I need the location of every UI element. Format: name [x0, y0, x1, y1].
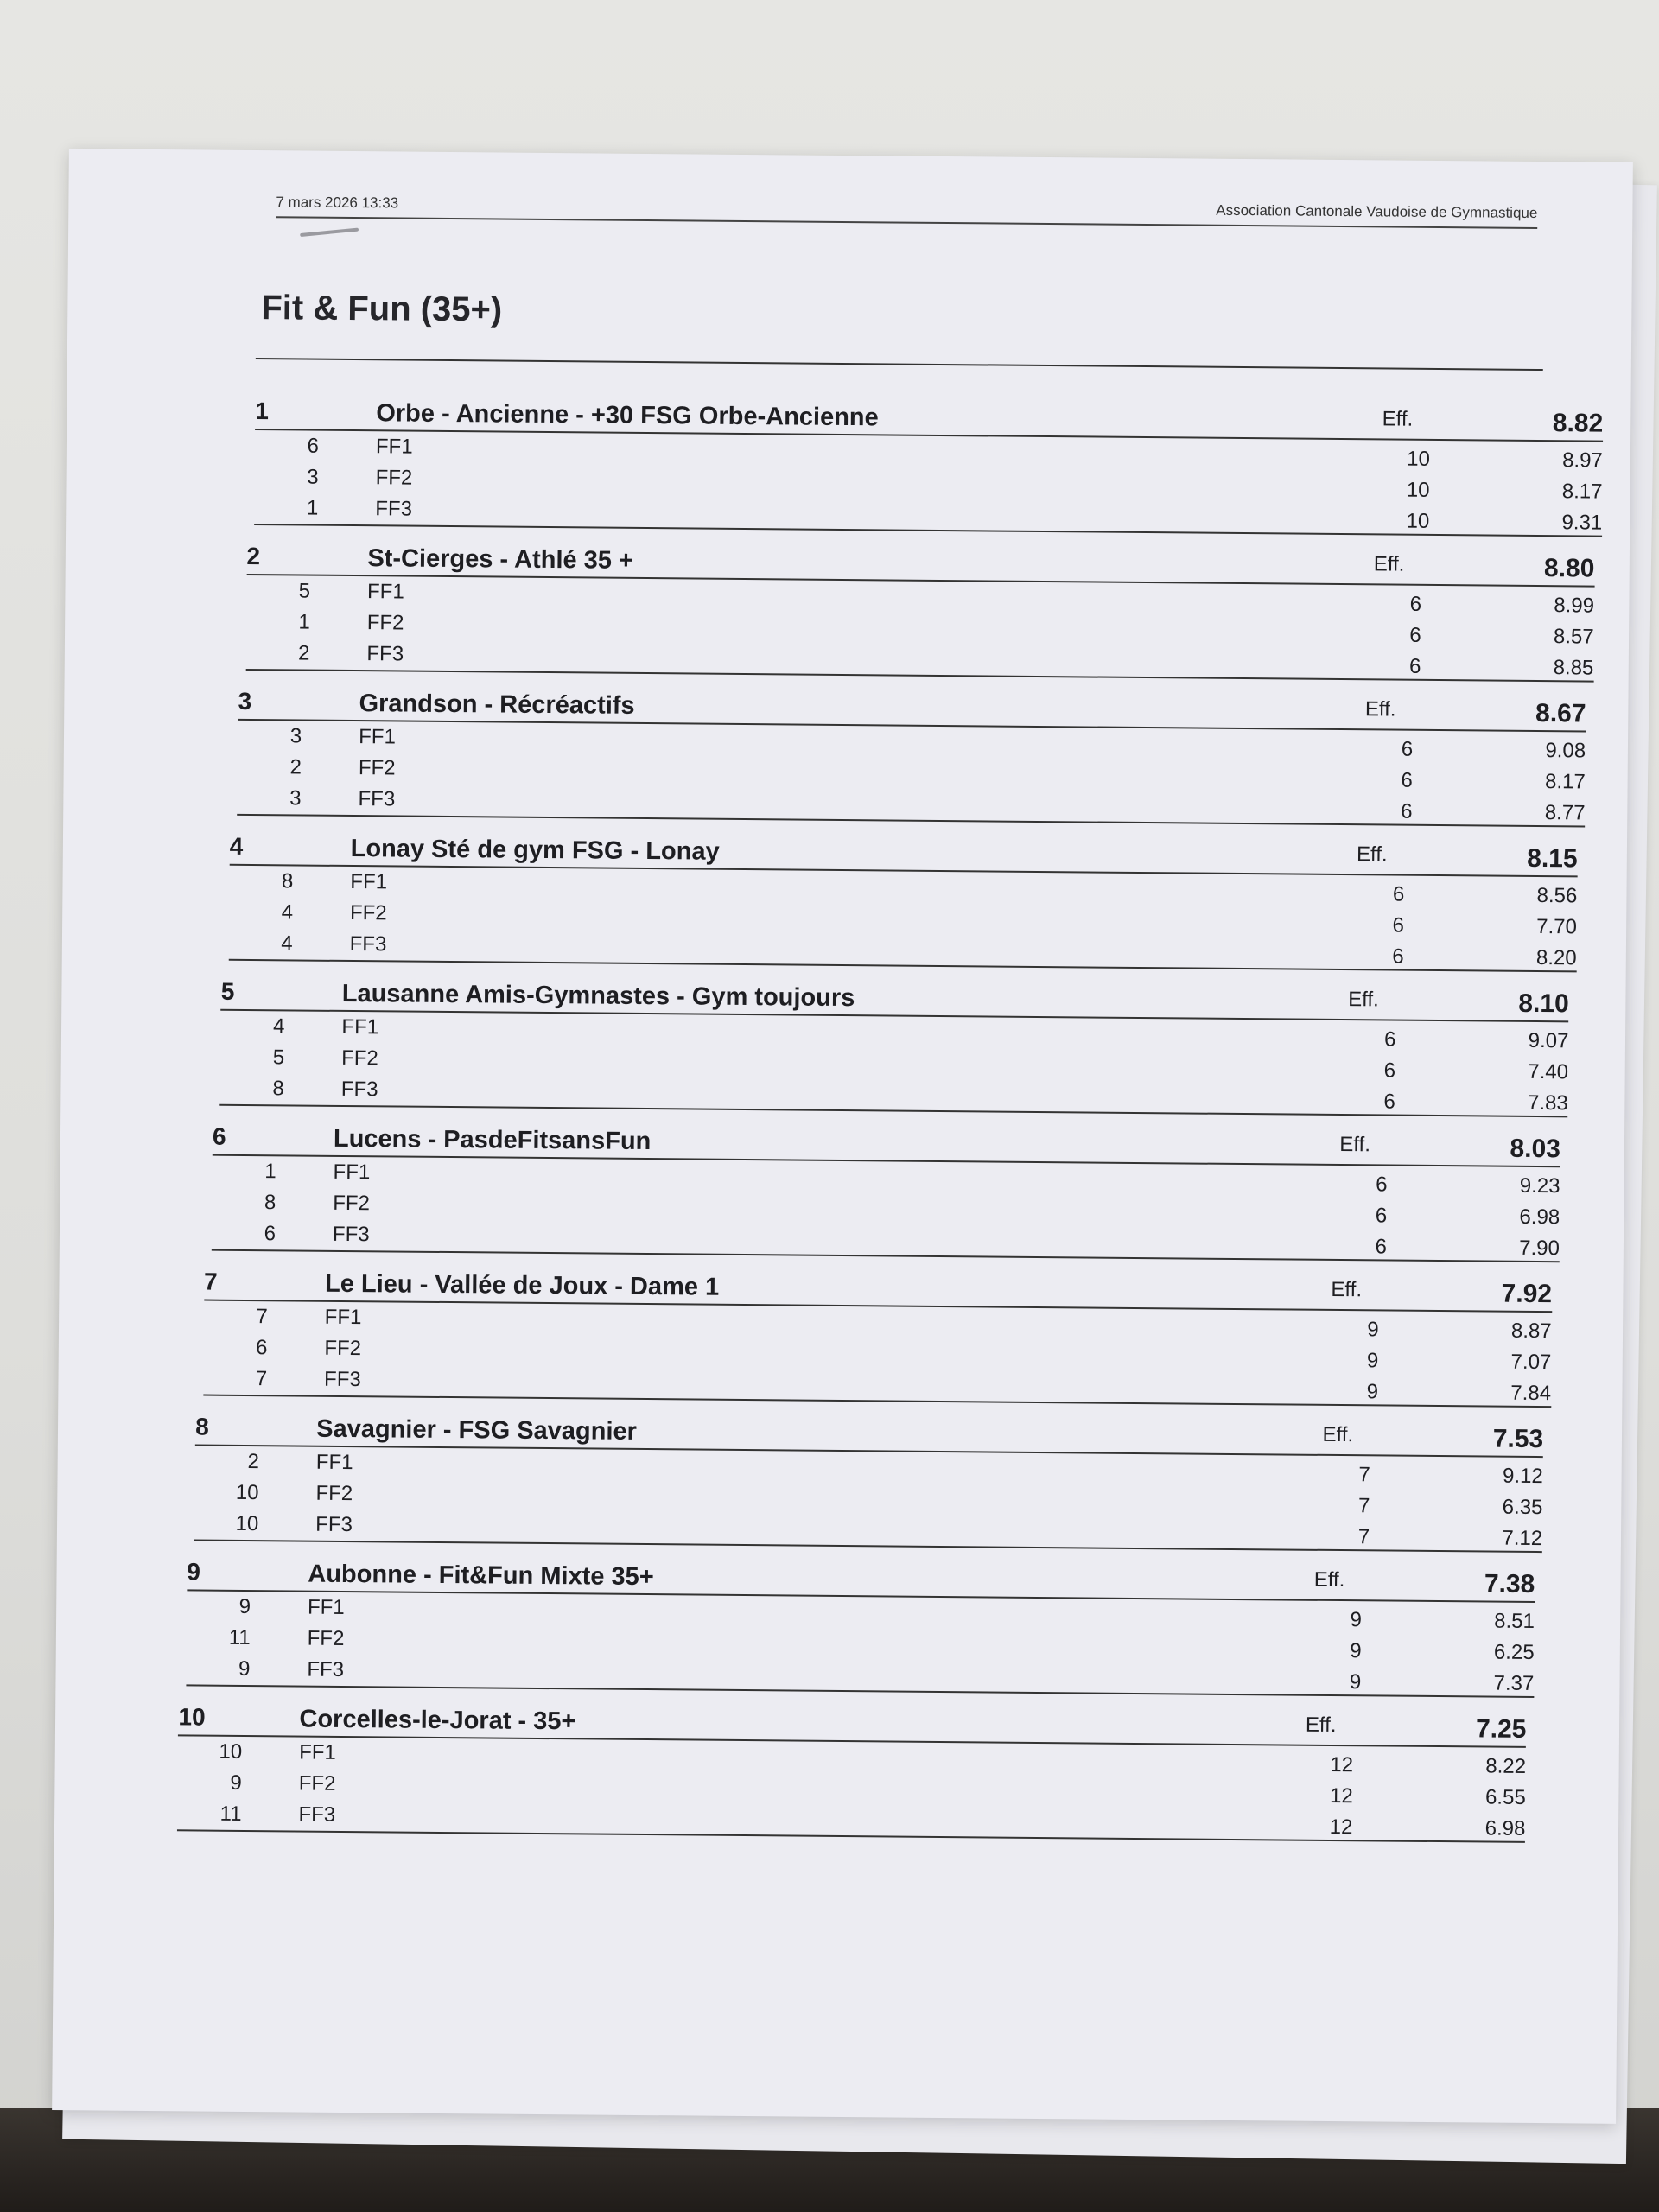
team-block [186, 1553, 1535, 1698]
apparatus-eff: 12 [1329, 1815, 1353, 1840]
eff-label: Eff. [1348, 988, 1379, 1012]
title-divider [256, 358, 1543, 371]
team-rows [245, 575, 1594, 683]
apparatus-rank: 4 [281, 900, 294, 925]
apparatus-score: 7.40 [1528, 1059, 1569, 1084]
results-list [67, 373, 1631, 1840]
apparatus-eff: 6 [1383, 1058, 1396, 1083]
apparatus-eff: 6 [1376, 1173, 1388, 1197]
apparatus-eff: 6 [1409, 592, 1422, 616]
eff-label: Eff. [1313, 1567, 1345, 1592]
team-name: Grandson - Récréactifs [359, 690, 635, 720]
apparatus-eff: 7 [1358, 1463, 1370, 1487]
apparatus-rank: 9 [238, 1594, 251, 1619]
association-name: Association Cantonale Vaudoise de Gymnastique [1216, 201, 1538, 221]
apparatus-label: FF3 [358, 787, 396, 811]
apparatus-label: FF2 [324, 1336, 362, 1361]
team-score: 7.53 [1492, 1424, 1544, 1454]
eff-label: Eff. [1331, 1277, 1363, 1302]
eff-label: Eff. [1373, 552, 1405, 576]
apparatus-score: 8.97 [1562, 448, 1603, 473]
team-rank: 1 [255, 397, 270, 425]
apparatus-eff: 10 [1407, 447, 1430, 471]
apparatus-eff: 6 [1375, 1204, 1388, 1228]
apparatus-eff: 12 [1329, 1783, 1353, 1808]
team-rows [237, 721, 1586, 828]
apparatus-score: 6.98 [1519, 1205, 1560, 1230]
apparatus-eff: 9 [1366, 1349, 1379, 1373]
apparatus-score: 9.12 [1502, 1464, 1543, 1489]
apparatus-label: FF3 [366, 642, 404, 666]
apparatus-label: FF1 [366, 580, 404, 604]
apparatus-rank: 2 [297, 641, 310, 665]
page-header [276, 194, 1537, 229]
apparatus-eff: 6 [1392, 882, 1405, 906]
apparatus-label: FF1 [315, 1450, 353, 1475]
apparatus-score: 6.35 [1502, 1495, 1543, 1520]
apparatus-rank: 1 [306, 496, 319, 520]
apparatus-score: 8.87 [1510, 1319, 1552, 1344]
apparatus-eff: 10 [1406, 509, 1430, 533]
apparatus-label: FF1 [375, 435, 413, 459]
team-name: Lonay Sté de gym FSG - Lonay [350, 835, 720, 866]
team-rows [203, 1301, 1552, 1408]
apparatus-score: 8.51 [1494, 1609, 1535, 1634]
team-name: Lucens - PasdeFitsansFun [333, 1124, 652, 1156]
team-rows [177, 1736, 1526, 1843]
apparatus-score: 6.98 [1484, 1816, 1526, 1840]
eff-label: Eff. [1322, 1422, 1354, 1447]
team-rank: 9 [187, 1558, 201, 1586]
eff-label: Eff. [1305, 1713, 1337, 1738]
apparatus-rank: 6 [255, 1336, 268, 1360]
apparatus-rank: 3 [307, 465, 319, 489]
apparatus-rank: 8 [272, 1077, 284, 1101]
apparatus-label: FF3 [349, 932, 387, 957]
apparatus-score: 9.07 [1528, 1028, 1569, 1053]
team-score: 8.80 [1543, 554, 1595, 583]
team-block [177, 1698, 1526, 1843]
apparatus-rank: 11 [228, 1625, 251, 1650]
apparatus-label: FF2 [366, 611, 404, 635]
apparatus-eff: 6 [1401, 768, 1413, 792]
eff-label: Eff. [1339, 1133, 1371, 1157]
apparatus-score: 7.83 [1527, 1090, 1568, 1116]
apparatus-score: 9.08 [1545, 739, 1586, 763]
team-name: Orbe - Ancienne - +30 FSG Orbe-Ancienne [376, 399, 879, 432]
apparatus-rank: 8 [281, 869, 294, 893]
apparatus-rank: 10 [235, 1511, 259, 1536]
apparatus-label: FF1 [359, 725, 396, 749]
team-block [220, 973, 1569, 1118]
apparatus-eff: 6 [1401, 799, 1413, 823]
team-name: St-Cierges - Athlé 35 + [367, 544, 634, 575]
apparatus-score: 9.31 [1561, 511, 1603, 535]
apparatus-eff: 9 [1367, 1318, 1379, 1342]
team-name: Lausanne Amis-Gymnastes - Gym toujours [341, 979, 855, 1013]
team-block [229, 828, 1578, 973]
team-rank: 4 [229, 832, 244, 860]
apparatus-rank: 8 [264, 1191, 276, 1215]
apparatus-rank: 2 [247, 1450, 259, 1474]
team-rank: 10 [178, 1703, 206, 1731]
apparatus-score: 6.25 [1493, 1640, 1535, 1665]
team-name: Aubonne - Fit&Fun Mixte 35+ [308, 1560, 654, 1592]
apparatus-rank: 3 [289, 724, 302, 748]
team-score: 8.10 [1518, 988, 1569, 1019]
team-score: 7.38 [1484, 1569, 1535, 1599]
eff-label: Eff. [1356, 842, 1388, 867]
team-rank: 3 [238, 687, 252, 715]
team-score: 7.25 [1475, 1714, 1527, 1744]
apparatus-label: FF2 [307, 1626, 345, 1650]
apparatus-label: FF2 [315, 1481, 353, 1506]
apparatus-rank: 9 [230, 1770, 242, 1795]
apparatus-score: 8.56 [1536, 884, 1578, 908]
staple-mark [300, 228, 359, 237]
team-rows [220, 1011, 1569, 1118]
apparatus-rank: 6 [307, 434, 320, 458]
apparatus-rank: 6 [264, 1222, 276, 1246]
apparatus-rank: 10 [219, 1739, 243, 1764]
apparatus-eff: 7 [1357, 1525, 1370, 1549]
apparatus-label: FF1 [307, 1595, 345, 1619]
apparatus-score: 8.17 [1544, 770, 1586, 794]
apparatus-eff: 9 [1366, 1380, 1379, 1404]
apparatus-label: FF2 [358, 756, 396, 780]
apparatus-eff: 7 [1358, 1494, 1370, 1518]
apparatus-label: FF2 [298, 1771, 336, 1796]
apparatus-eff: 12 [1330, 1752, 1354, 1777]
apparatus-score: 7.70 [1536, 915, 1578, 939]
team-rows [186, 1591, 1535, 1698]
team-rows [212, 1156, 1560, 1263]
apparatus-label: FF1 [299, 1740, 336, 1764]
page-title: Fit & Fun (35+) [261, 289, 503, 329]
team-rank: 8 [195, 1413, 209, 1440]
apparatus-eff: 6 [1392, 944, 1404, 969]
apparatus-label: FF3 [323, 1367, 361, 1392]
apparatus-label: FF2 [333, 1191, 371, 1216]
team-rows [229, 866, 1578, 973]
print-date: 7 mars 2026 13:33 [276, 194, 399, 212]
team-rows [254, 430, 1603, 537]
team-rows [194, 1446, 1543, 1553]
apparatus-score: 8.22 [1485, 1754, 1527, 1778]
apparatus-score: 8.17 [1561, 480, 1603, 504]
apparatus-rank: 2 [289, 755, 302, 779]
team-score: 8.82 [1552, 409, 1604, 438]
team-rank: 7 [203, 1268, 218, 1295]
apparatus-label: FF2 [349, 901, 387, 925]
apparatus-score: 7.37 [1493, 1671, 1535, 1696]
apparatus-score: 6.55 [1484, 1785, 1526, 1809]
team-score: 8.15 [1527, 843, 1578, 874]
eff-label: Eff. [1364, 697, 1396, 721]
apparatus-eff: 6 [1383, 1027, 1396, 1052]
apparatus-rank: 5 [298, 579, 311, 603]
apparatus-rank: 11 [219, 1802, 242, 1826]
team-block [212, 1118, 1560, 1263]
team-score: 8.03 [1510, 1134, 1561, 1164]
apparatus-eff: 6 [1392, 913, 1405, 938]
apparatus-score: 8.57 [1553, 625, 1594, 649]
team-score: 8.67 [1535, 698, 1586, 728]
apparatus-eff: 6 [1409, 623, 1421, 647]
team-score: 7.92 [1501, 1279, 1553, 1309]
apparatus-label: FF1 [324, 1305, 362, 1330]
apparatus-rank: 7 [256, 1305, 268, 1329]
apparatus-rank: 5 [272, 1046, 285, 1070]
apparatus-label: FF2 [375, 466, 413, 490]
apparatus-eff: 6 [1375, 1235, 1388, 1259]
apparatus-eff: 9 [1349, 1670, 1362, 1694]
team-block [254, 392, 1603, 537]
team-block [237, 683, 1586, 828]
apparatus-rank: 3 [289, 786, 302, 810]
apparatus-score: 7.90 [1519, 1236, 1560, 1261]
apparatus-score: 8.20 [1535, 945, 1577, 970]
apparatus-rank: 1 [264, 1160, 276, 1184]
apparatus-label: FF3 [375, 497, 413, 521]
team-name: Savagnier - FSG Savagnier [316, 1414, 638, 1446]
apparatus-rank: 10 [235, 1480, 259, 1505]
apparatus-label: FF3 [340, 1077, 378, 1102]
team-name: Corcelles-le-Jorat - 35+ [299, 1705, 576, 1736]
team-block [194, 1408, 1543, 1553]
apparatus-rank: 9 [238, 1656, 251, 1681]
apparatus-label: FF3 [315, 1512, 353, 1537]
apparatus-score: 9.23 [1519, 1173, 1560, 1198]
eff-label: Eff. [1382, 407, 1414, 431]
apparatus-rank: 4 [281, 931, 293, 956]
apparatus-score: 8.77 [1544, 801, 1586, 825]
team-rank: 2 [246, 542, 261, 570]
apparatus-score: 7.84 [1510, 1381, 1552, 1406]
apparatus-label: FF3 [307, 1657, 345, 1681]
team-block [245, 537, 1594, 683]
apparatus-eff: 6 [1408, 654, 1421, 678]
apparatus-eff: 6 [1401, 737, 1414, 761]
team-block [203, 1263, 1552, 1408]
apparatus-rank: 7 [255, 1367, 268, 1391]
apparatus-score: 7.07 [1510, 1350, 1552, 1375]
apparatus-rank: 1 [298, 610, 310, 634]
apparatus-eff: 9 [1350, 1608, 1363, 1632]
apparatus-eff: 10 [1406, 478, 1430, 502]
apparatus-label: FF1 [350, 870, 388, 894]
apparatus-score: 7.12 [1502, 1526, 1543, 1551]
team-rank: 6 [212, 1122, 226, 1150]
apparatus-label: FF1 [341, 1014, 379, 1039]
team-name: Le Lieu - Vallée de Joux - Dame 1 [324, 1269, 720, 1301]
apparatus-rank: 4 [272, 1014, 285, 1039]
apparatus-eff: 6 [1383, 1090, 1395, 1114]
apparatus-label: FF3 [298, 1802, 336, 1827]
apparatus-label: FF3 [332, 1222, 370, 1247]
results-sheet [52, 149, 1633, 2124]
apparatus-label: FF2 [341, 1046, 378, 1071]
apparatus-eff: 9 [1350, 1639, 1362, 1663]
apparatus-score: 8.99 [1554, 594, 1595, 618]
team-rank: 5 [220, 977, 235, 1005]
apparatus-label: FF1 [333, 1160, 371, 1185]
apparatus-score: 8.85 [1553, 656, 1594, 680]
